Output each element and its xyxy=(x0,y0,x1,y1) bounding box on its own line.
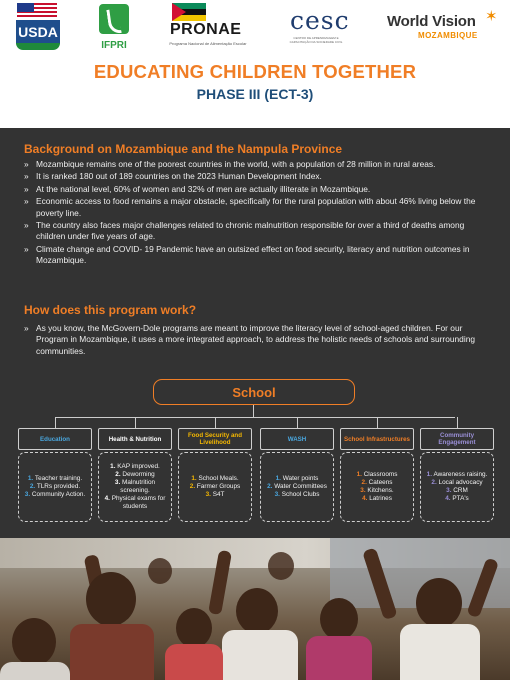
category-header: Health & Nutrition xyxy=(98,428,172,450)
category-card xyxy=(340,452,414,522)
chart-connector xyxy=(297,417,298,428)
world-vision-wordmark: World Vision xyxy=(387,13,476,30)
item-number: 2. xyxy=(361,478,367,486)
item-text: CRM xyxy=(453,487,468,494)
item-number: 3. xyxy=(274,491,280,499)
category-item xyxy=(276,475,319,483)
category-item xyxy=(115,471,154,479)
list-item: » It is ranked 180 out of 189 countries on the 2023 Human Development Index. xyxy=(24,171,488,182)
item-number: 2. xyxy=(267,482,273,490)
category-header: School Infrastructures xyxy=(340,428,414,450)
category-item xyxy=(206,491,225,499)
item-text: Classrooms xyxy=(363,470,398,478)
list-item: » As you know, the McGovern-Dole programs are meant to improve the literacy level of school-aged children. For our Program in Mozambique, it uses a more integrated approach, to address the holistic needs of schools and surrounding communities. xyxy=(24,323,488,357)
item-text: Kitchens. xyxy=(367,487,394,494)
item-number: 2. xyxy=(431,478,437,486)
category-header: Education xyxy=(18,428,92,450)
item-number: 3. xyxy=(24,491,31,499)
chart-connector xyxy=(253,405,254,417)
item-text: Water Committees xyxy=(274,482,327,490)
category-item xyxy=(427,471,488,479)
item-number: 1. xyxy=(27,474,34,482)
item-text: Awareness raising. xyxy=(433,470,488,478)
school-root-node: School xyxy=(153,379,355,405)
page-title: EDUCATING CHILDREN TOGETHER xyxy=(93,61,417,82)
item-number: 2. xyxy=(115,470,121,478)
ifpri-leaf-icon xyxy=(99,4,129,34)
item-text: Teacher training. xyxy=(34,474,83,482)
item-text: School Meals. xyxy=(198,474,239,482)
children-photo xyxy=(0,538,510,680)
world-vision-country: MOZAMBIQUE xyxy=(418,31,478,40)
list-item: » Economic access to food remains a major obstacle, specifically for the rural population with about 46% living below the poverty line. xyxy=(24,196,488,219)
category-item xyxy=(362,479,393,487)
item-number: 4. xyxy=(362,495,368,503)
category-item xyxy=(357,471,398,479)
chart-connector xyxy=(457,417,458,428)
list-item: » The country also faces major challenges related to chronic malnutrition responsible for over a third of deaths among children under five years of age. xyxy=(24,220,488,243)
chart-connector xyxy=(377,417,378,428)
category-item xyxy=(362,495,392,503)
item-number: 3. xyxy=(360,487,366,494)
list-item: » Mozambique remains one of the poorest countries in the world, with a population of 28 million in rural areas. xyxy=(24,159,488,170)
usda-wordmark: USDA xyxy=(16,20,60,44)
category-item xyxy=(446,487,468,495)
category-item xyxy=(190,483,240,491)
category-card xyxy=(18,452,92,522)
mozambique-flag-icon xyxy=(172,3,206,21)
item-text: KAP improved. xyxy=(117,462,160,470)
program-heading: How does this program work? xyxy=(24,303,197,317)
item-text: Local advocacy xyxy=(438,478,483,486)
us-flag-icon xyxy=(17,3,57,19)
ifpri-wordmark: IFPRI xyxy=(101,40,127,51)
page-subtitle: PHASE III (ECT-3) xyxy=(196,86,314,102)
item-number: 2. xyxy=(29,482,36,490)
item-text: Cateens xyxy=(368,478,393,486)
item-text: Malnutrition screening. xyxy=(120,478,156,494)
category-item xyxy=(101,495,169,511)
item-number: 4. xyxy=(445,495,451,503)
category-header: Food Security and Livelihood xyxy=(178,428,252,450)
category-item xyxy=(191,475,238,483)
chart-connector xyxy=(135,417,136,428)
category-card xyxy=(420,452,494,522)
usda-swoosh-icon xyxy=(16,43,60,50)
category-item xyxy=(25,491,85,499)
chart-connector xyxy=(55,417,56,428)
item-text: Farmer Groups xyxy=(196,482,241,490)
category-item xyxy=(28,475,82,483)
item-number: 1. xyxy=(426,470,433,478)
item-text: School Clubs xyxy=(281,491,320,499)
category-card xyxy=(98,452,172,522)
item-text: TLRs provided. xyxy=(36,482,81,490)
item-text: Physical exams for students xyxy=(111,495,166,511)
world-vision-star-icon: ✶ xyxy=(485,8,498,25)
partner-logos xyxy=(0,0,510,58)
item-number: 4. xyxy=(104,495,110,503)
chart-connector xyxy=(55,417,455,418)
category-item xyxy=(360,487,393,495)
chart-connector xyxy=(215,417,216,428)
list-item: » Climate change and COVID- 19 Pandemic have an outsized effect on food security, literacy and nutrition outcomes in Mozambique. xyxy=(24,244,488,267)
category-item xyxy=(30,483,80,491)
category-header: WASH xyxy=(260,428,334,450)
item-text: Deworming xyxy=(122,470,155,478)
category-item xyxy=(101,479,169,495)
item-number: 1. xyxy=(356,470,362,478)
item-number: 1. xyxy=(275,474,281,482)
item-number: 1. xyxy=(110,462,116,470)
category-card xyxy=(178,452,252,522)
category-header: Community Engagement xyxy=(420,428,494,450)
pronae-tagline: Programa Nacional de Alimentação Escolar xyxy=(169,41,247,46)
category-item xyxy=(431,479,482,487)
background-bullet-list xyxy=(24,159,488,268)
item-text: Community Action. xyxy=(31,491,86,499)
category-item xyxy=(445,495,469,503)
item-number: 2. xyxy=(189,482,196,490)
item-text: Latrines xyxy=(369,495,392,503)
item-text: S4T xyxy=(212,491,225,499)
category-item xyxy=(110,463,160,471)
item-number: 3. xyxy=(114,478,121,486)
list-item: » At the national level, 60% of women and 32% of men are actually illiterate in Mozambique. xyxy=(24,184,488,195)
category-item xyxy=(275,491,320,499)
item-number: 1. xyxy=(191,474,197,482)
item-text: PTA's xyxy=(452,495,469,503)
cesc-wordmark: cesc xyxy=(290,6,350,35)
cesc-tagline: CENTRO DE APRENDIZAGEM E CAPACITAÇÃO DA SOCIEDADE CIVIL xyxy=(289,36,343,44)
pronae-wordmark: PRONAE xyxy=(170,21,242,38)
category-card xyxy=(260,452,334,522)
item-number: 3. xyxy=(446,487,452,494)
category-item xyxy=(267,483,327,491)
background-heading: Background on Mozambique and the Nampula Province xyxy=(24,142,343,156)
item-text: Water points xyxy=(282,474,319,482)
item-number: 3. xyxy=(205,491,211,499)
program-bullet-list xyxy=(24,323,488,358)
